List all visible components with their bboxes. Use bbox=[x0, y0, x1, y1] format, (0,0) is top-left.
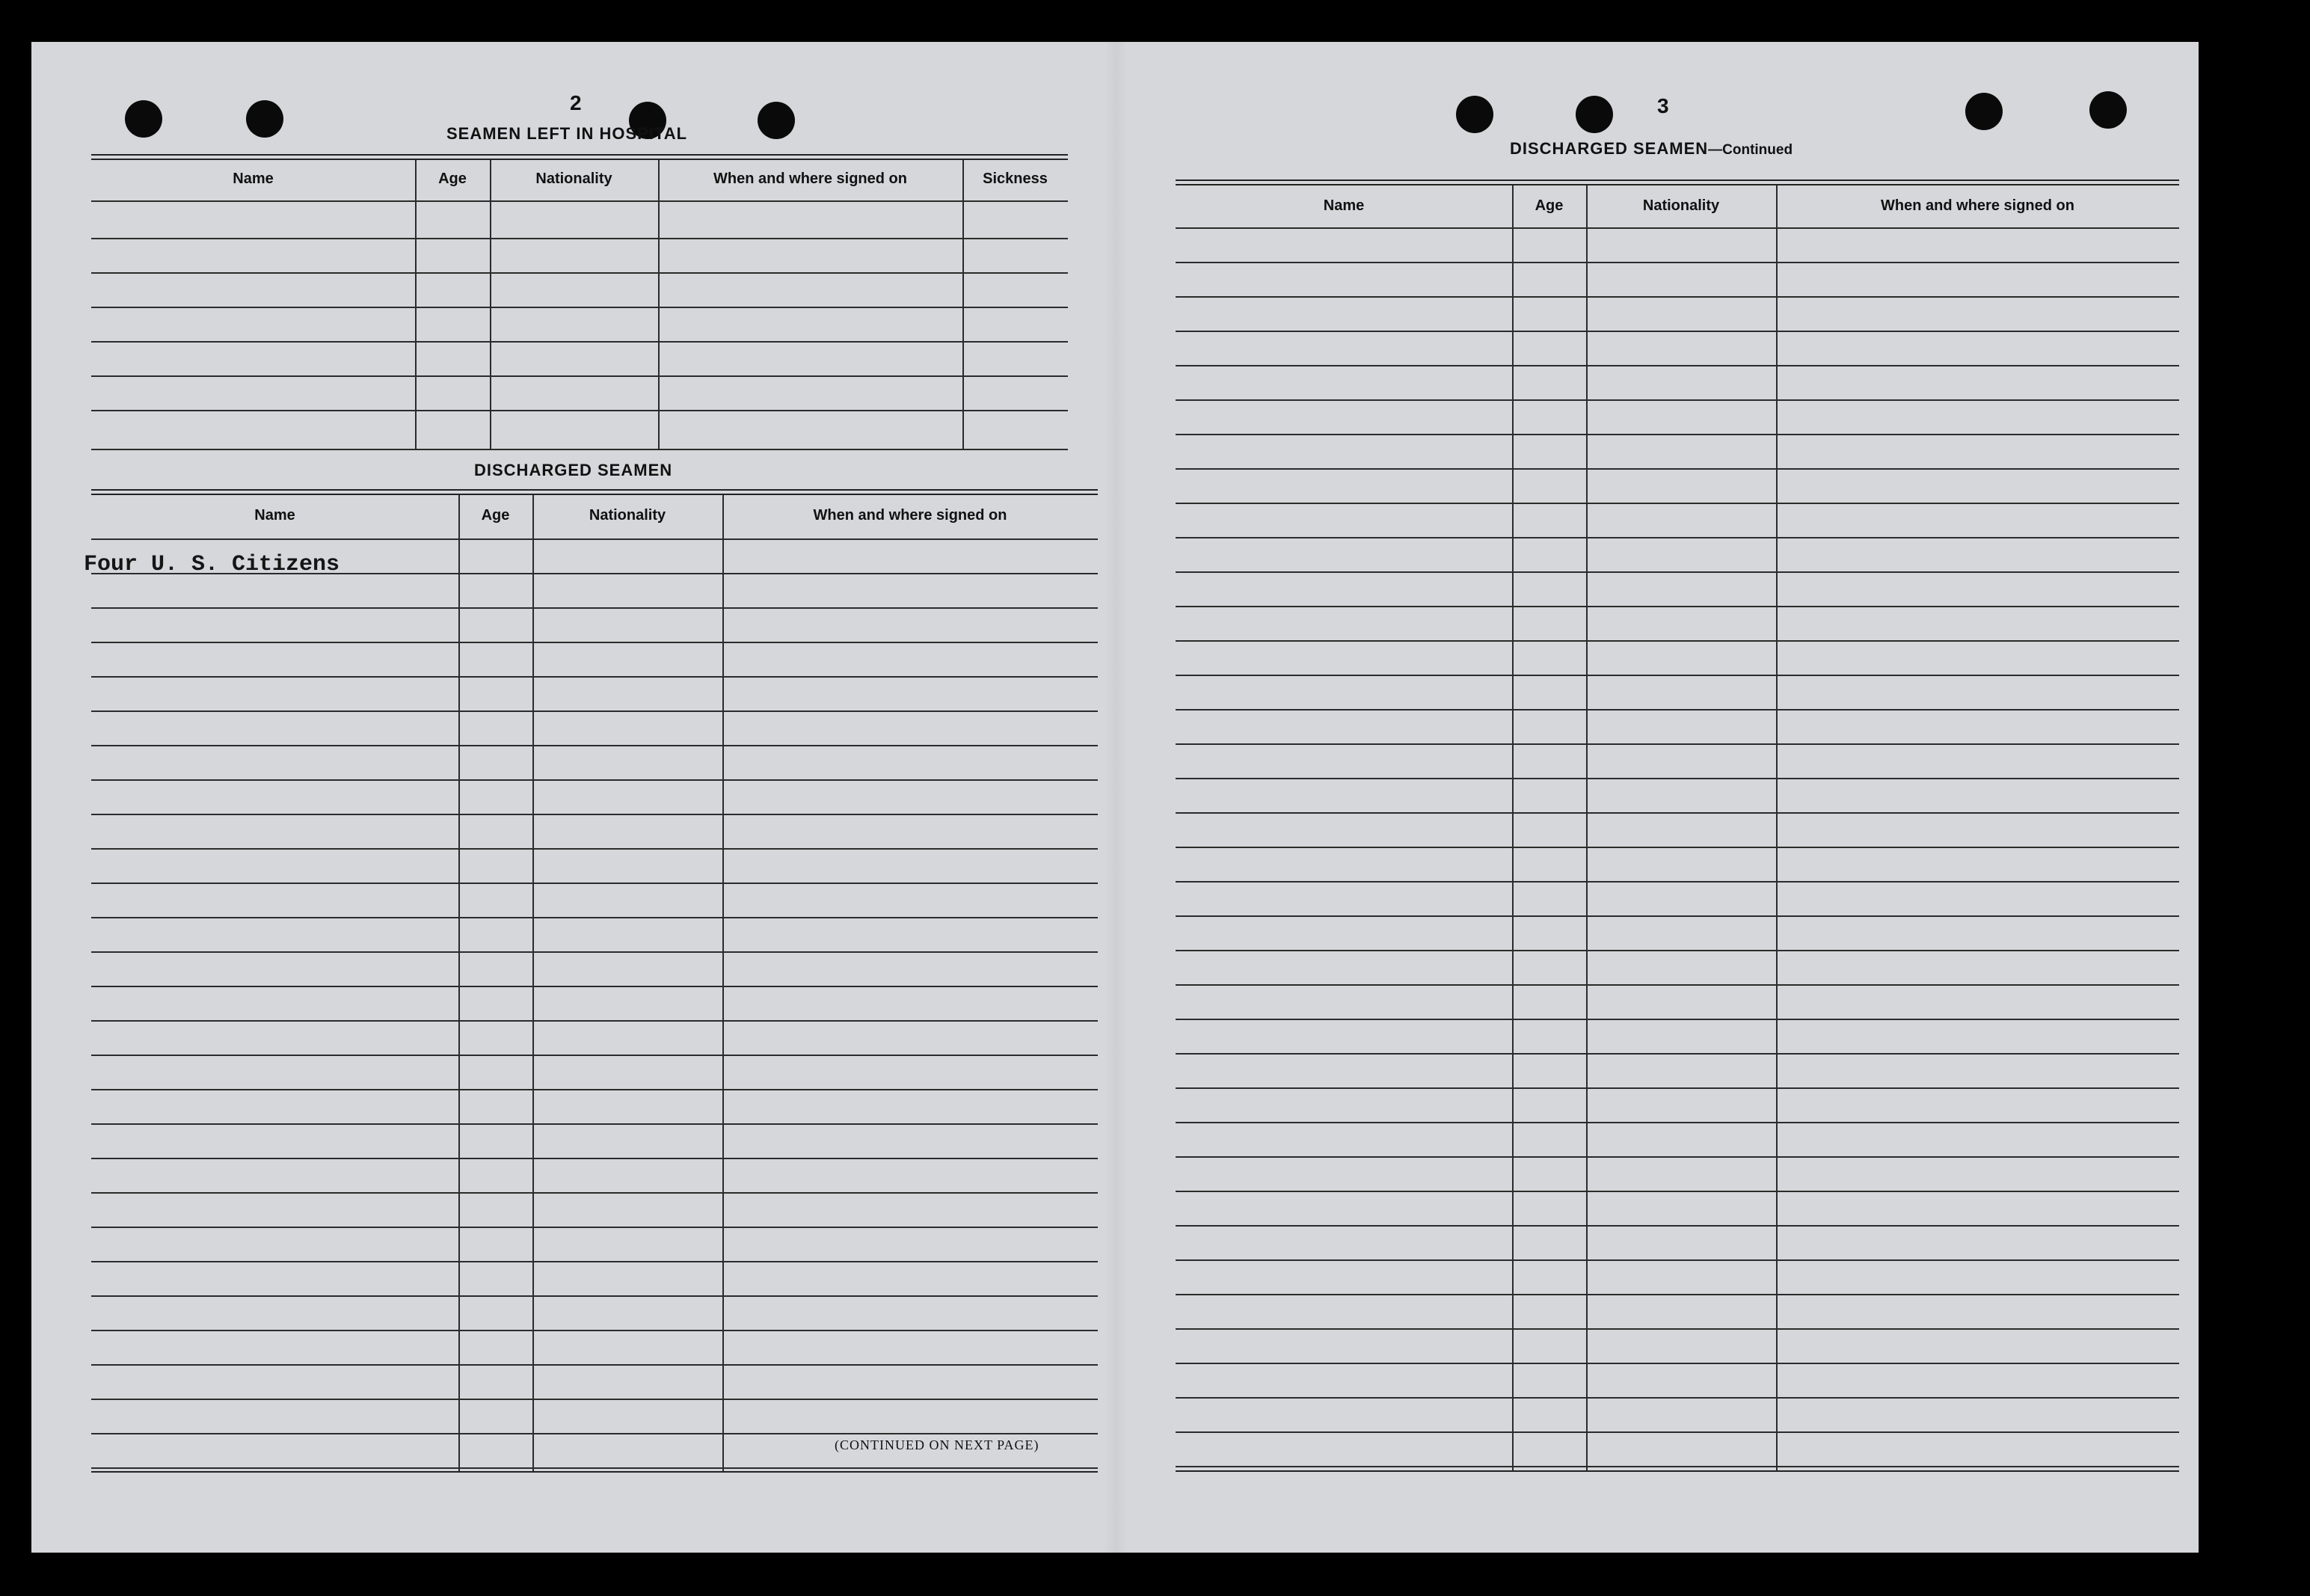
hospital-table bbox=[91, 154, 1068, 491]
discharged-col-signed-on: When and where signed on bbox=[813, 507, 1007, 524]
continued-col-age: Age bbox=[1535, 197, 1564, 214]
discharged-table bbox=[91, 489, 1098, 1506]
punch-hole bbox=[1965, 93, 2003, 130]
punch-hole bbox=[125, 100, 162, 138]
right-section-title-main: DISCHARGED SEAMEN bbox=[1510, 139, 1709, 158]
right-page-number: 3 bbox=[1657, 94, 1669, 117]
right-section-title-suffix: —Continued bbox=[1708, 142, 1793, 158]
discharged-entry-name: Four U. S. Citizens bbox=[84, 552, 340, 577]
discharged-continued-table bbox=[1176, 179, 2179, 1503]
hospital-col-signed-on: When and where signed on bbox=[713, 171, 907, 187]
continued-col-signed-on: When and where signed on bbox=[1881, 197, 2074, 214]
continued-col-nationality: Nationality bbox=[1642, 197, 1720, 214]
hospital-col-nationality: Nationality bbox=[535, 171, 612, 187]
hospital-col-sickness: Sickness bbox=[983, 171, 1048, 187]
punch-hole bbox=[1456, 96, 1493, 133]
punch-hole bbox=[1576, 96, 1613, 133]
discharged-section-title: DISCHARGED SEAMEN bbox=[474, 461, 673, 479]
left-page-number: 2 bbox=[570, 91, 582, 114]
punch-hole bbox=[2089, 91, 2127, 129]
form-sheet bbox=[31, 42, 2199, 1553]
hospital-col-name: Name bbox=[233, 171, 274, 187]
hospital-col-age: Age bbox=[438, 171, 467, 187]
right-section-title bbox=[1510, 139, 1793, 159]
continued-footer: (CONTINUED ON NEXT PAGE) bbox=[835, 1437, 1039, 1452]
discharged-col-age: Age bbox=[481, 507, 510, 524]
center-fold bbox=[1105, 42, 1127, 1553]
discharged-col-name: Name bbox=[254, 507, 295, 524]
punch-hole bbox=[246, 100, 283, 138]
hospital-section-title: SEAMEN LEFT IN HOSPITAL bbox=[446, 124, 688, 143]
discharged-col-nationality: Nationality bbox=[589, 507, 666, 524]
continued-col-name: Name bbox=[1323, 197, 1365, 214]
punch-hole bbox=[758, 102, 795, 139]
